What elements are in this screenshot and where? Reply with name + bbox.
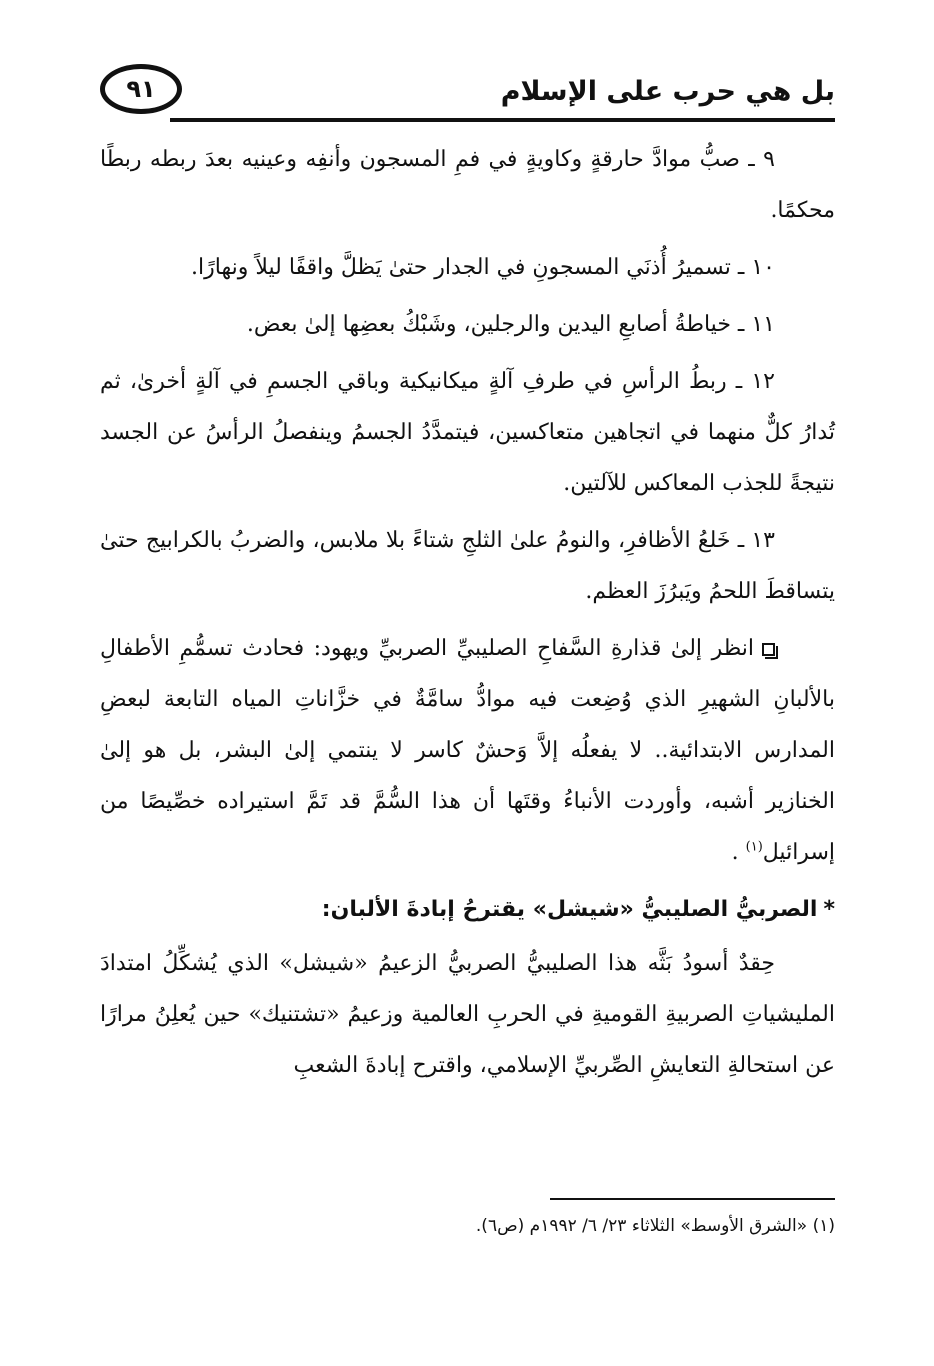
- footnote-rule: [550, 1198, 835, 1200]
- header-rule: [170, 118, 835, 122]
- note-box-icon: [762, 643, 775, 656]
- page-number: ٩١: [100, 64, 182, 114]
- list-item-13: ١٣ ـ خَلعُ الأظافرِ، والنومُ علىٰ الثلجِ شتاءً بلا ملابس، والضربُ بالكرابيج حتىٰ يتساقطَ اللحمُ ويَبرُزَ العظم.: [100, 528, 835, 604]
- note-paragraph-end: .: [731, 840, 739, 865]
- note-paragraph-text: انظر إلىٰ قذارةِ السَّفاحِ الصليبيِّ الصربيِّ ويهود: فحادث تسمُّمِ الأطفالِ بالألبانِ الشهيرِ الذي وُضِعت فيه موادُّ سامَّةٌ في خزَّاناتِ المياه التابعة لبعضِ المدارس الابتدائية.. لا يفعلُه إلاَّ وَحشٌ كاسر لا ينتمي إلىٰ البشر، بل هو إلىٰ الخنازير أشبه، وأوردت الأنباءُ وقتَها أن هذا السُّمَّ قد تَمَّ استيراده خصِّيصًا من إسرائيل: [100, 636, 835, 865]
- list-item-12: ١٢ ـ ربطُ الرأسِ في طرفِ آلةٍ ميكانيكية وباقي الجسمِ في آلةٍ أخرىٰ، ثم تُدارُ كلٌّ منهما في اتجاهين متعاكسين، فيتمدَّدُ الجسمُ وينفصلُ الرأسُ عن الجسد نتيجةً للجذب المعاكس للآلتين.: [100, 369, 835, 496]
- heading-asterisk-icon: *: [823, 897, 835, 922]
- page-header: [100, 62, 835, 126]
- section-heading: [100, 882, 835, 938]
- body-text: [100, 134, 835, 1091]
- list-item-10: ١٠ ـ تسميرُ أُذنَي المسجونِ في الجدار حتىٰ يَظلَّ واقفًا ليلاً ونهارًا.: [191, 255, 775, 280]
- section-heading-text: الصربيُّ الصليبيُّ «شيشل» يقترحُ إبادةَ الألبان:: [321, 897, 818, 922]
- list-item-11: ١١ ـ خياطةُ أصابعِ اليدين والرجلين، وشَبْكُ بعضِها إلىٰ بعض.: [246, 312, 775, 337]
- footnote-ref[interactable]: (١): [745, 839, 763, 855]
- note-paragraph: [100, 623, 835, 878]
- footnote-1: (١) «الشرق الأوسط» الثلاثاء ٢٣/ ٦/ ١٩٩٢م (ص٦).: [475, 1216, 835, 1236]
- list-item-9: ٩ ـ صبُّ موادَّ حارقةٍ وكاويةٍ في فمِ المسجون وأنفِه وعينيه بعدَ ربطه ربطًا محكمًا.: [100, 147, 835, 223]
- section-paragraph: حِقدٌ أسودُ بَثَّه هذا الصليبيُّ الصربيُّ الزعيمُ «شيشل» الذي يُشكِّلُ امتدادَ المليشياتِ الصربيةِ القوميةِ في الحربِ العالمية وزعيمُ «تشتنيك» حين يُعلِنُ مرارًا عن استحالةِ التعايشِ الصِّربيِّ الإسلامي، واقترح إبادةَ الشعبِ: [100, 951, 835, 1078]
- running-title: بل هي حرب على الإسلام: [500, 76, 835, 107]
